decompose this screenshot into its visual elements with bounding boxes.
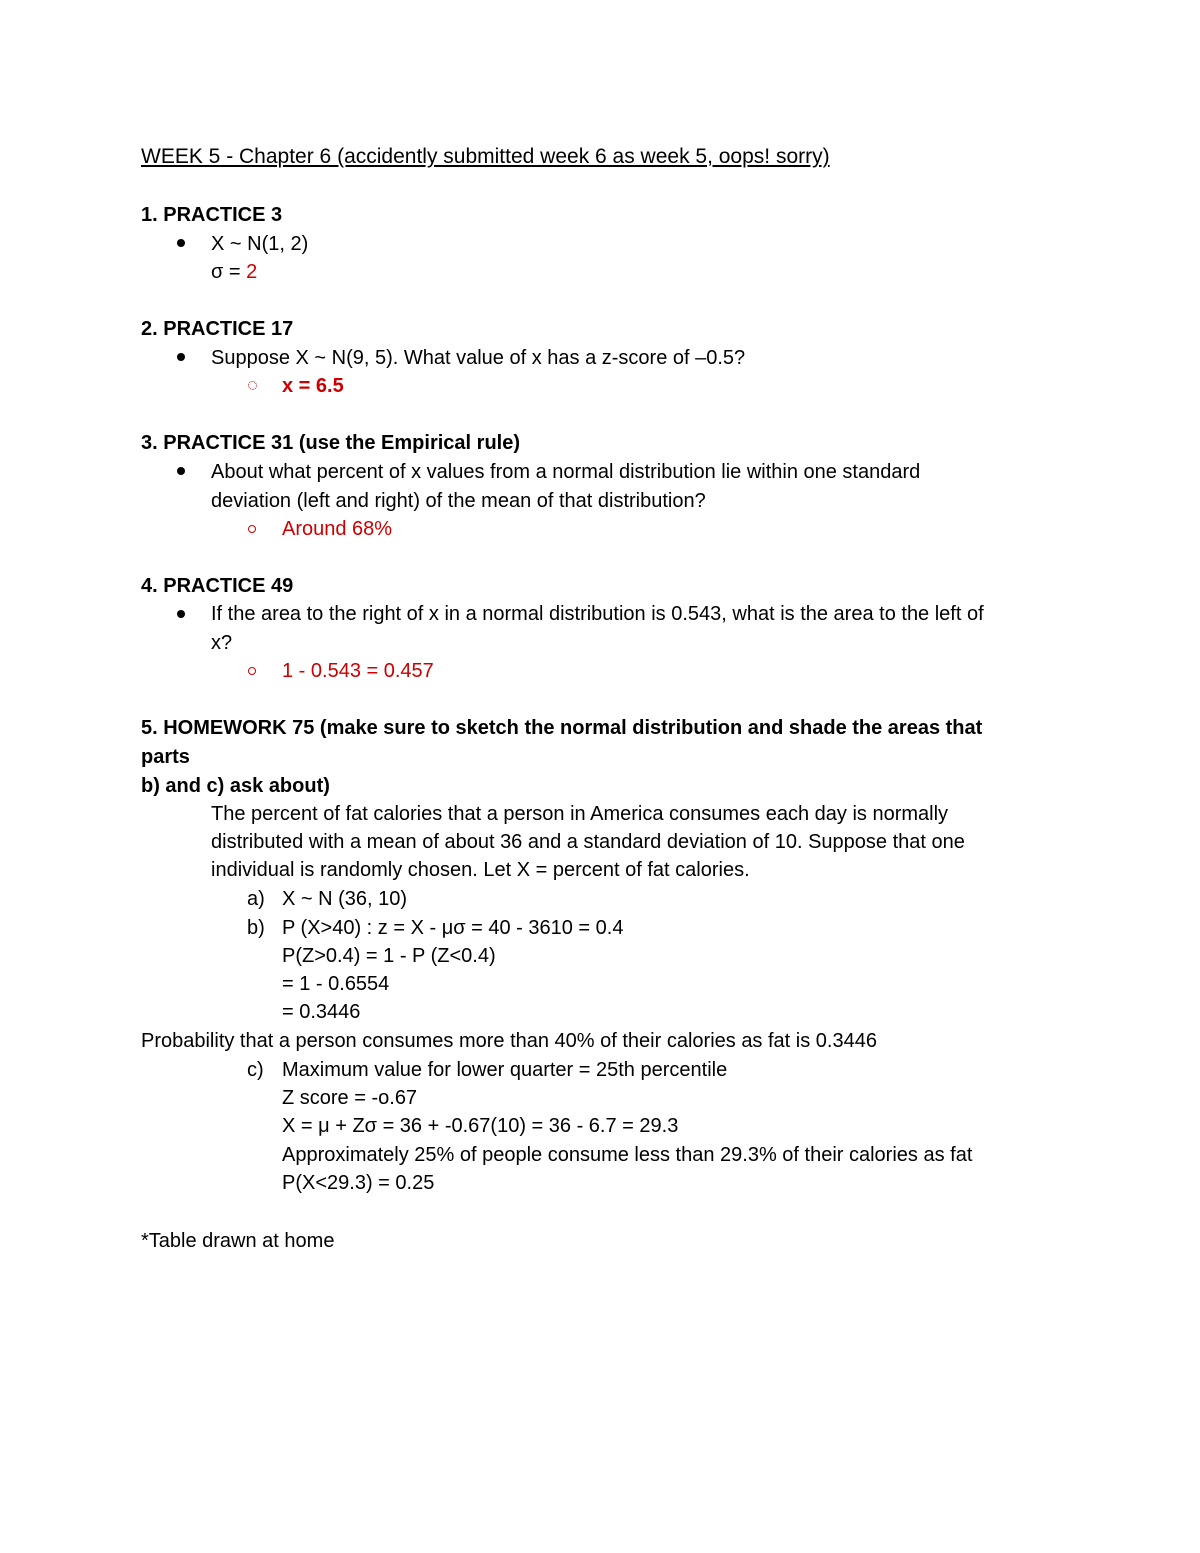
q2-heading: 2. PRACTICE 17 bbox=[141, 318, 294, 340]
q2-answer: x = 6.5 bbox=[282, 375, 344, 397]
q5-c-line1: Maximum value for lower quarter = 25th percentile bbox=[282, 1059, 728, 1081]
q5-a-text: X ~ N (36, 10) bbox=[282, 888, 408, 910]
q5-heading-line3: b) and c) ask about) bbox=[141, 775, 330, 797]
q5-b-marker: b) bbox=[247, 917, 265, 939]
q1-heading: 1. PRACTICE 3 bbox=[141, 204, 283, 226]
q5-a-marker: a) bbox=[247, 888, 265, 910]
q5-c-line5: P(X<29.3) = 0.25 bbox=[282, 1172, 435, 1194]
sub-bullet-icon bbox=[248, 525, 256, 533]
q5-b-line3: = 1 - 0.6554 bbox=[282, 973, 390, 995]
q5-b-line1: P (X>40) : z = X - μσ = 40 - 3610 = 0.4 bbox=[282, 917, 624, 939]
footer-note: *Table drawn at home bbox=[141, 1230, 335, 1252]
q5-c-line3: X = μ + Zσ = 36 + -0.67(10) = 36 - 6.7 = 29.3 bbox=[282, 1115, 679, 1137]
q3-heading: 3. PRACTICE 31 (use the Empirical rule) bbox=[141, 432, 520, 454]
q4-question-line2: x? bbox=[211, 632, 233, 654]
q1-sigma-prefix: σ = bbox=[211, 261, 247, 283]
bullet-icon bbox=[177, 239, 185, 247]
bullet-icon bbox=[177, 610, 185, 618]
q1-line1: X ~ N(1, 2) bbox=[211, 233, 309, 255]
sub-bullet-icon bbox=[248, 667, 256, 675]
q5-heading-line2: parts bbox=[141, 746, 190, 768]
q5-intro-line2: distributed with a mean of about 36 and a standard deviation of 10. Suppose that one bbox=[211, 831, 965, 853]
q5-c-marker: c) bbox=[247, 1059, 264, 1081]
q5-b-conclusion: Probability that a person consumes more than 40% of their calories as fat is 0.3446 bbox=[141, 1030, 877, 1052]
q5-c-line4: Approximately 25% of people consume less than 29.3% of their calories as fat bbox=[282, 1144, 973, 1166]
q5-heading-line1: 5. HOMEWORK 75 (make sure to sketch the normal distribution and shade the areas that bbox=[141, 717, 983, 739]
sub-bullet-icon bbox=[248, 381, 257, 390]
q5-c-line2: Z score = -o.67 bbox=[282, 1087, 418, 1109]
q1-sigma-answer: 2 bbox=[246, 261, 258, 283]
q4-answer: 1 - 0.543 = 0.457 bbox=[282, 660, 434, 682]
bullet-icon bbox=[177, 353, 185, 361]
page-title: WEEK 5 - Chapter 6 (accidently submitted week 6 as week 5, oops! sorry) bbox=[141, 145, 830, 168]
q1-sigma-line bbox=[211, 260, 257, 284]
q5-intro-line1: The percent of fat calories that a person in America consumes each day is normally bbox=[211, 803, 949, 825]
q4-heading: 4. PRACTICE 49 bbox=[141, 575, 294, 597]
q3-question-line2: deviation (left and right) of the mean of that distribution? bbox=[211, 490, 706, 512]
q5-b-line2: P(Z>0.4) = 1 - P (Z<0.4) bbox=[282, 945, 496, 967]
q2-question: Suppose X ~ N(9, 5). What value of x has a z-score of –0.5? bbox=[211, 347, 746, 369]
q5-intro-line3: individual is randomly chosen. Let X = percent of fat calories. bbox=[211, 859, 750, 881]
bullet-icon bbox=[177, 467, 185, 475]
q4-question-line1: If the area to the right of x in a normal distribution is 0.543, what is the area to the left of bbox=[211, 603, 984, 625]
q3-answer: Around 68% bbox=[282, 518, 393, 540]
q3-question-line1: About what percent of x values from a normal distribution lie within one standard bbox=[211, 461, 921, 483]
q5-b-line4: = 0.3446 bbox=[282, 1001, 361, 1023]
